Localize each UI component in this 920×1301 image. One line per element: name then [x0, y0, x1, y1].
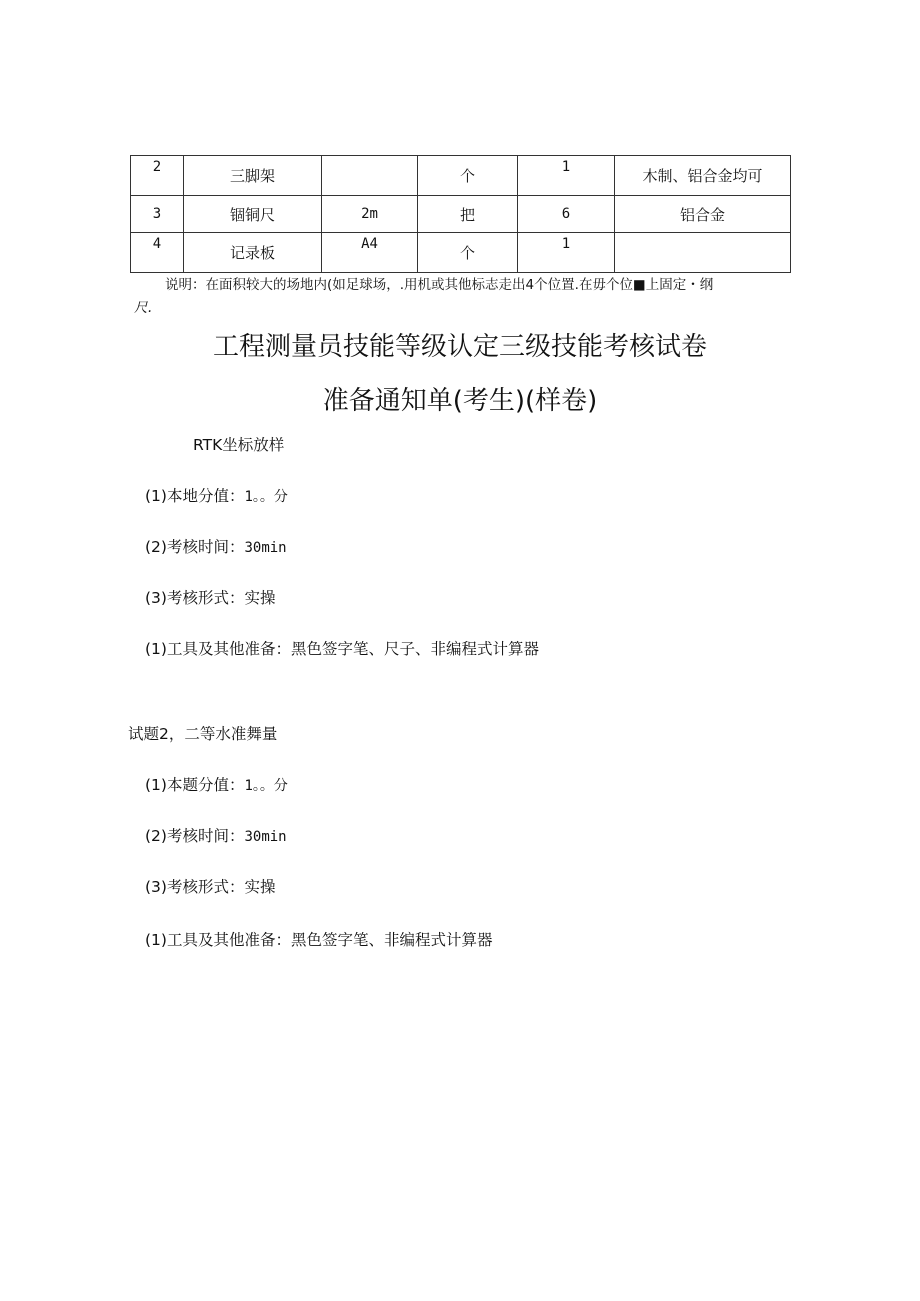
section-1-item-tools	[145, 637, 539, 659]
item-label: (1)本题分值：	[145, 776, 245, 794]
row-number: 3	[131, 196, 184, 233]
table-note: 说明：在面积较大的场地内(如足球场，.用机或其他标志走出4个位置.在毋个位■上固定・纲	[165, 277, 714, 293]
item-value: 黑色签字笔、尺子、非编程式计算器	[290, 640, 539, 658]
row-number: 2	[131, 156, 184, 196]
section-1-item-format	[145, 586, 275, 608]
section-2-heading: 试题2，二等水准舞量	[128, 725, 278, 743]
table-row	[131, 233, 791, 273]
section-1-heading: RTK坐标放样	[193, 436, 285, 454]
item-label: (1)本地分值：	[145, 487, 245, 505]
table-row	[131, 196, 791, 233]
item-quantity: 6	[518, 196, 615, 233]
item-label: (2)考核时间：	[145, 827, 245, 845]
item-label: (1)工具及其他准备：	[145, 640, 291, 658]
item-spec: 2m	[322, 196, 418, 233]
item-name: 三脚架	[184, 156, 322, 196]
item-label: (2)考核时间：	[145, 538, 245, 556]
item-remark: 铝合金	[615, 196, 791, 233]
item-quantity: 1	[518, 233, 615, 273]
item-label: (3)考核形式：	[145, 589, 245, 607]
page-subtitle: 准备通知单(考生)(样卷)	[322, 386, 598, 416]
item-value: 1。。分	[244, 778, 288, 794]
item-value: 30min	[244, 829, 287, 845]
section-1-item-time	[145, 535, 287, 557]
section-2-item-tools	[145, 928, 492, 950]
row-number: 4	[131, 233, 184, 273]
item-name: 记录板	[184, 233, 322, 273]
section-2-item-time	[145, 824, 287, 846]
item-spec	[322, 156, 418, 196]
item-unit: 个	[418, 233, 518, 273]
item-unit: 个	[418, 156, 518, 196]
table-row	[131, 156, 791, 196]
equipment-table	[130, 155, 791, 273]
item-spec: A4	[322, 233, 418, 273]
item-remark	[615, 233, 791, 273]
item-label: (3)考核形式：	[145, 878, 245, 896]
item-quantity: 1	[518, 156, 615, 196]
item-value: 1。。分	[244, 489, 288, 505]
section-2-item-format	[145, 875, 275, 897]
table-note-continuation: 尺.	[134, 300, 152, 316]
item-unit: 把	[418, 196, 518, 233]
item-name: 锢铜尺	[184, 196, 322, 233]
item-value: 30min	[244, 540, 287, 556]
item-value: 实操	[244, 589, 276, 607]
page-title: 工程测量员技能等级认定三级技能考核试卷	[212, 332, 707, 362]
section-1-item-score	[145, 484, 288, 506]
item-value: 黑色签字笔、非编程式计算器	[290, 931, 493, 949]
section-2-item-score	[145, 773, 288, 795]
item-remark: 木制、铝合金均可	[615, 156, 791, 196]
item-value: 实操	[244, 878, 276, 896]
item-label: (1)工具及其他准备：	[145, 931, 291, 949]
